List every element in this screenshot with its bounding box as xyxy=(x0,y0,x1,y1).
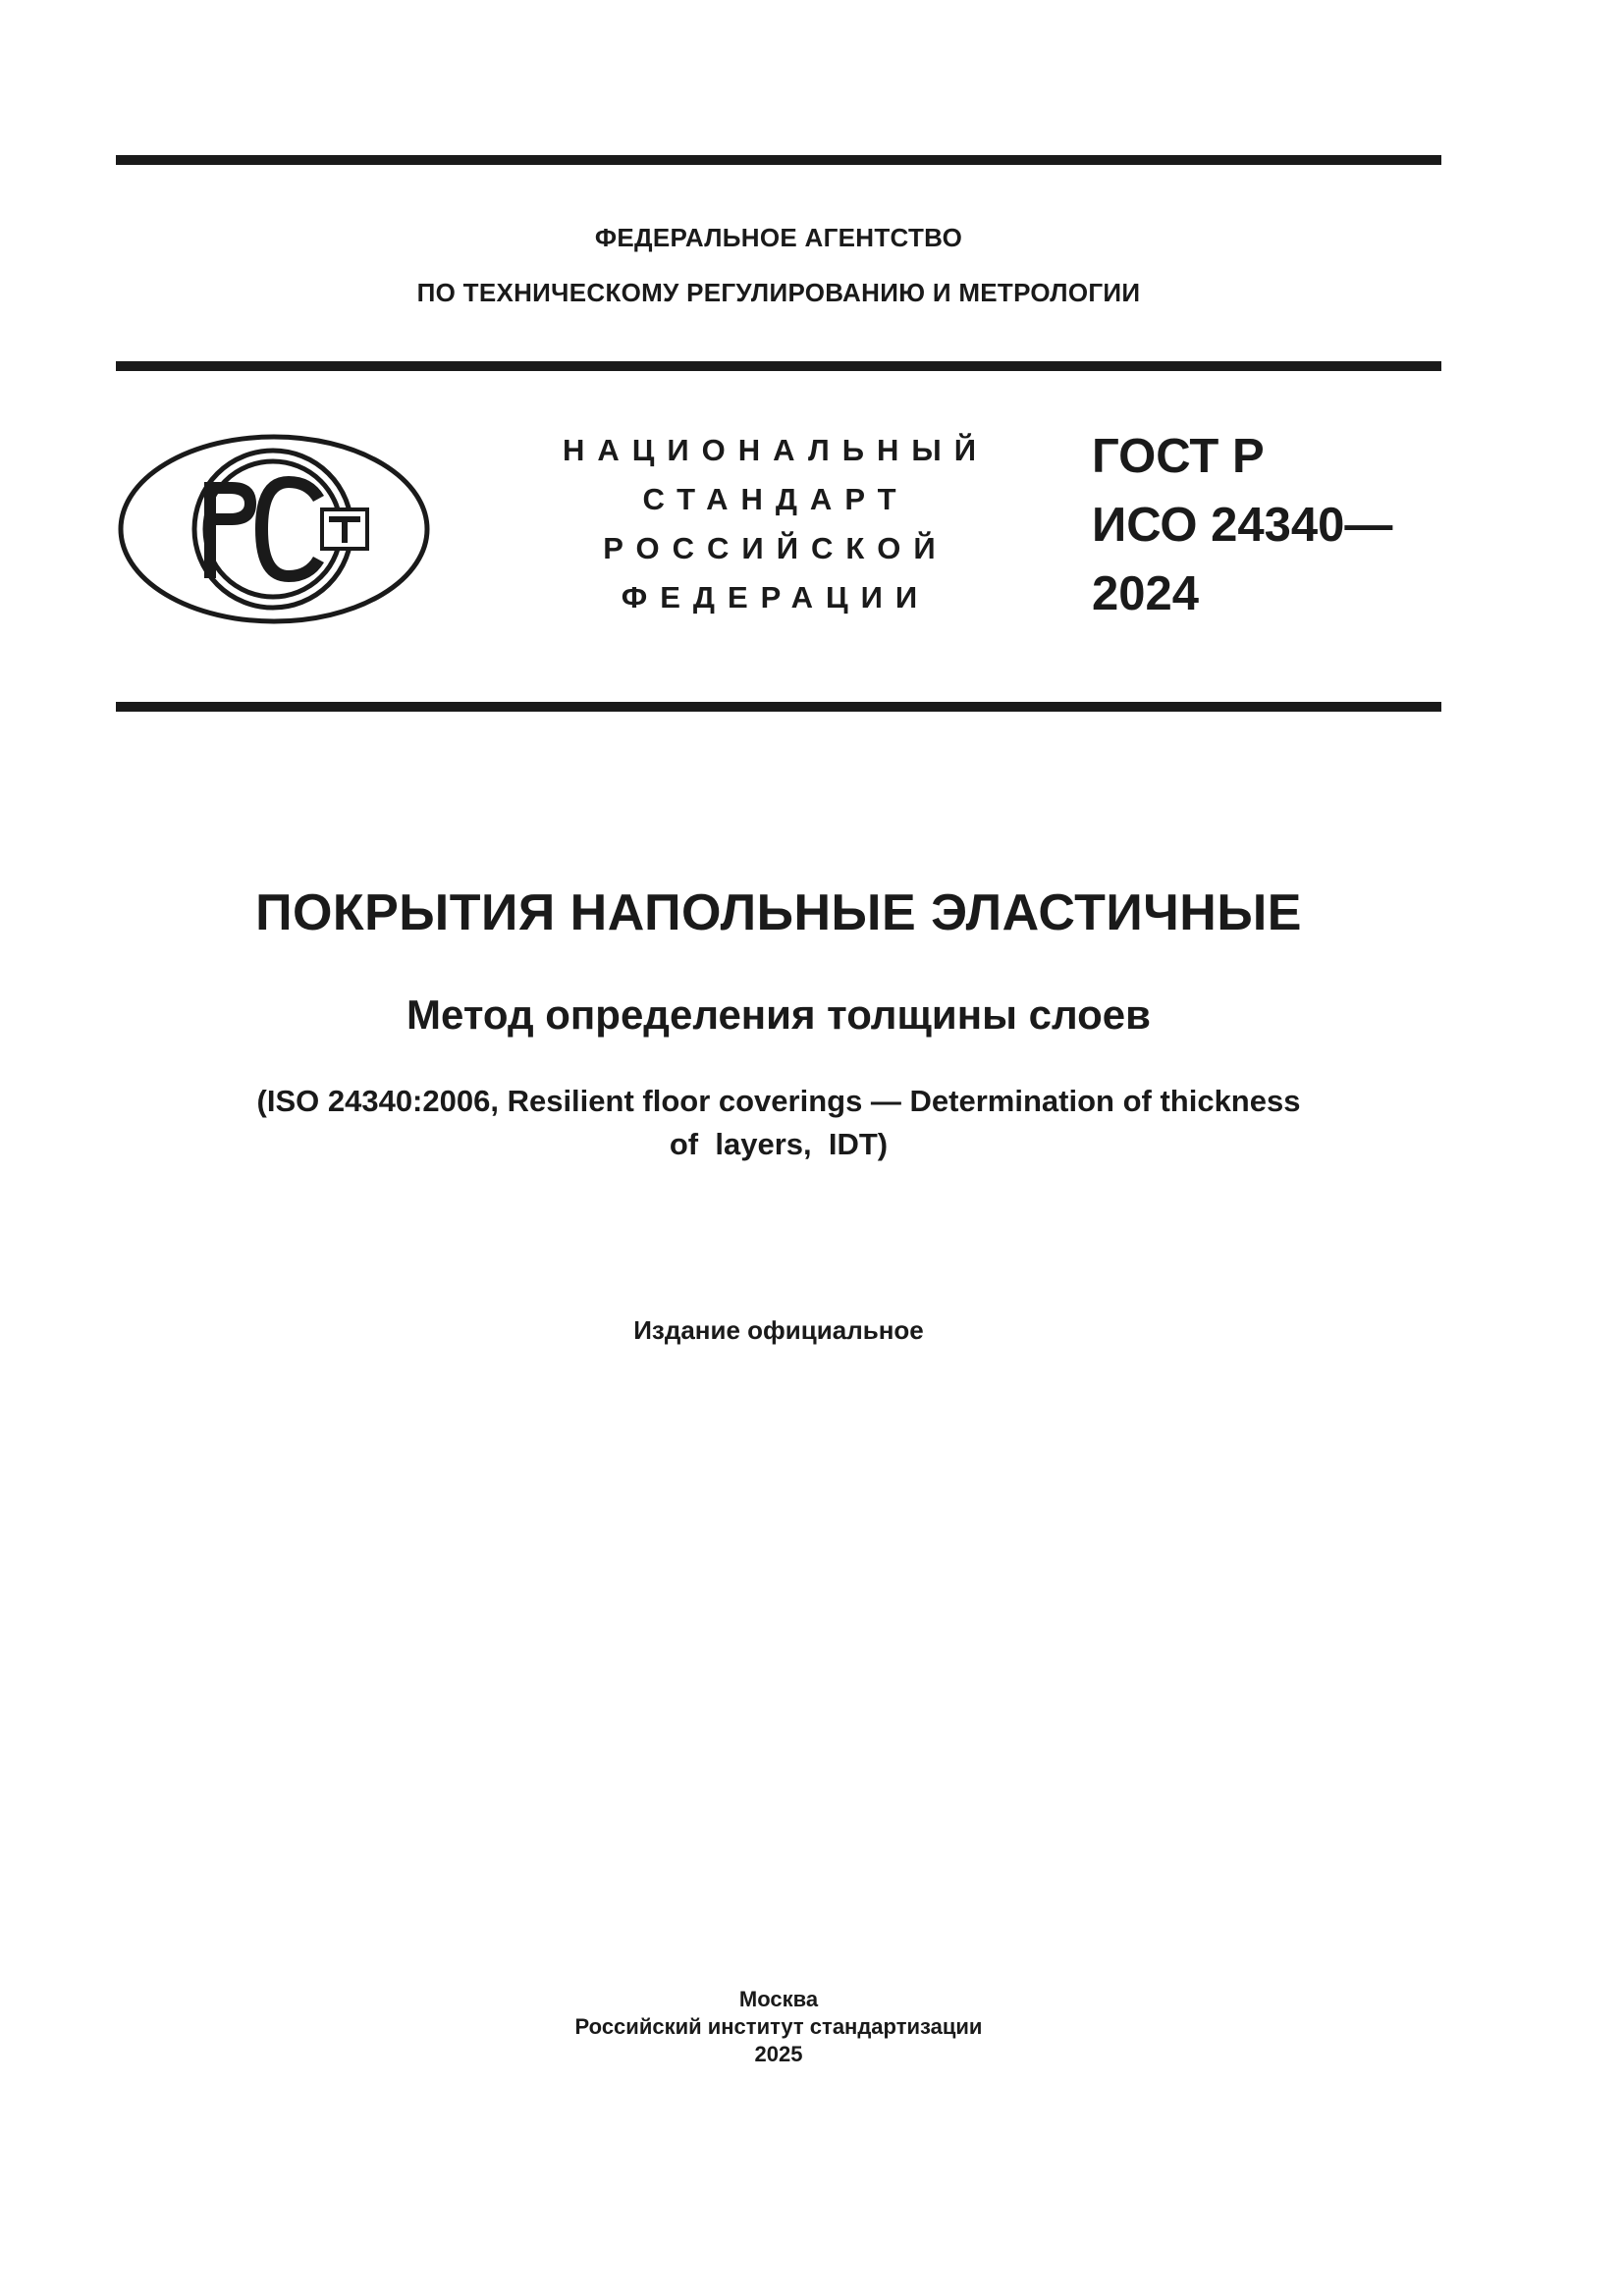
title-block-rule xyxy=(116,702,1441,712)
imprint xyxy=(116,1986,1441,2068)
iso-reference-line1: (ISO 24340:2006, Resilient floor coverings — Determination of thickness xyxy=(256,1084,1301,1118)
top-rule xyxy=(116,155,1441,165)
designation-line1: ГОСТ Р xyxy=(1092,430,1265,483)
header-rule xyxy=(116,361,1441,371)
designation-line3: 2024 xyxy=(1092,567,1200,620)
edition-note: Издание официальное xyxy=(633,1315,924,1345)
imprint-publisher: Российский институт стандартизации xyxy=(574,2014,983,2039)
document-subtitle: Метод определения толщины слоев xyxy=(406,991,1151,1038)
standard-type-line4: ФЕДЕРАЦИИ xyxy=(621,580,931,614)
agency-name-line1: ФЕДЕРАЛЬНОЕ АГЕНТСТВО xyxy=(594,223,963,252)
imprint-year: 2025 xyxy=(754,2042,803,2066)
standard-type-line1: НАЦИОНАЛЬНЫЙ xyxy=(562,433,990,467)
iso-reference xyxy=(157,1080,1400,1166)
iso-reference-line2: of layers, IDT) xyxy=(669,1127,889,1161)
designation-line2: ИСО 24340— xyxy=(1092,499,1393,552)
standard-type-line3: РОССИЙСКОЙ xyxy=(603,531,948,565)
document-title: ПОКРЫТИЯ НАПОЛЬНЫЕ ЭЛАСТИЧНЫЕ xyxy=(255,884,1302,941)
standard-designation xyxy=(1092,422,1445,628)
standard-type xyxy=(530,426,1021,622)
rst-certification-mark-icon xyxy=(116,431,432,627)
agency-name-line2: ПО ТЕХНИЧЕСКОМУ РЕГУЛИРОВАНИЮ И МЕТРОЛОГИИ xyxy=(416,278,1141,307)
imprint-city: Москва xyxy=(738,1987,819,2011)
standard-type-line2: СТАНДАРТ xyxy=(642,482,909,516)
